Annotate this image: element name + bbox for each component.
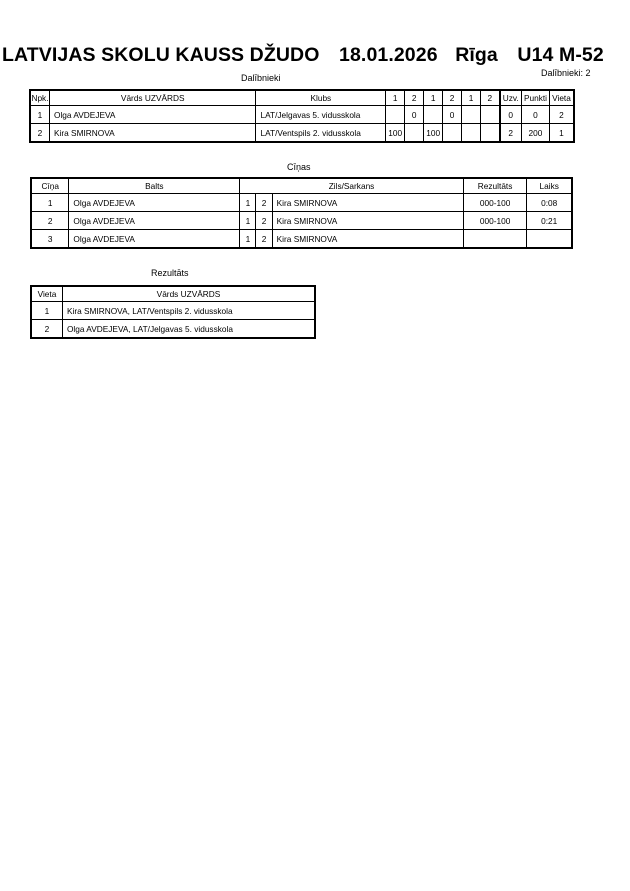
col-place: Vieta — [32, 287, 63, 302]
row-club: LAT/Ventspils 2. vidusskola — [256, 124, 386, 142]
fight-white-num: 1 — [240, 230, 256, 248]
result-place: 1 — [32, 302, 63, 320]
fight-no: 3 — [32, 230, 69, 248]
fight-result: 000-100 — [463, 212, 527, 230]
results-table — [31, 286, 315, 338]
col-blue: Zils/Sarkans — [240, 179, 463, 194]
results-header-row — [32, 287, 315, 302]
fight-white-num: 1 — [240, 212, 256, 230]
row-r1 — [386, 106, 405, 124]
row-name: Olga AVDEJEVA — [49, 106, 255, 124]
col-fight-no: Cīņa — [32, 179, 69, 194]
col-time: Laiks — [527, 179, 572, 194]
fight-time: 0:08 — [527, 194, 572, 212]
participants-count: Dalībnieki: 2 — [541, 68, 591, 78]
fight-no: 1 — [32, 194, 69, 212]
row-name: Kira SMIRNOVA — [49, 124, 255, 142]
col-r6: 2 — [481, 91, 500, 106]
row-r5 — [462, 106, 481, 124]
row-r4 — [443, 124, 462, 142]
col-white: Balts — [69, 179, 240, 194]
fight-blue-num: 2 — [256, 230, 272, 248]
row-r6 — [481, 124, 500, 142]
row-club: LAT/Jelgavas 5. vidusskola — [256, 106, 386, 124]
fight-time — [527, 230, 572, 248]
page-title — [2, 44, 630, 67]
row-r3 — [424, 106, 443, 124]
row-r6 — [481, 106, 500, 124]
fight-blue-num: 2 — [256, 212, 272, 230]
table-row — [32, 230, 572, 248]
row-points: 0 — [521, 106, 549, 124]
result-entry: Olga AVDEJEVA, LAT/Jelgavas 5. vidusskola — [62, 320, 314, 338]
fight-white: Olga AVDEJEVA — [69, 230, 240, 248]
event-name: LATVIJAS SKOLU KAUSS DŽUDO — [2, 44, 320, 66]
col-r3: 1 — [424, 91, 443, 106]
row-points: 200 — [521, 124, 549, 142]
row-wins: 2 — [500, 124, 522, 142]
event-date: 18.01.2026 — [339, 44, 438, 66]
col-points: Punkti — [521, 91, 549, 106]
fight-blue: Kira SMIRNOVA — [272, 212, 463, 230]
col-name: Vārds UZVĀRDS — [49, 91, 255, 106]
col-r5: 1 — [462, 91, 481, 106]
table-row — [32, 302, 315, 320]
row-npk: 1 — [31, 106, 50, 124]
col-entry: Vārds UZVĀRDS — [62, 287, 314, 302]
fight-time: 0:21 — [527, 212, 572, 230]
row-r2: 0 — [405, 106, 424, 124]
fight-result — [463, 230, 527, 248]
table-row — [32, 212, 572, 230]
fight-no: 2 — [32, 212, 69, 230]
col-npk: Npk. — [31, 91, 50, 106]
row-place: 2 — [549, 106, 573, 124]
row-place: 1 — [549, 124, 573, 142]
event-category: U14 M-52 — [517, 44, 604, 66]
fights-table — [31, 178, 572, 248]
result-entry: Kira SMIRNOVA, LAT/Ventspils 2. vidusskola — [62, 302, 314, 320]
col-place: Vieta — [549, 91, 573, 106]
table-row — [31, 124, 574, 142]
table-row — [31, 106, 574, 124]
row-r5 — [462, 124, 481, 142]
col-r1: 1 — [386, 91, 405, 106]
fight-blue-num: 2 — [256, 194, 272, 212]
table-row — [32, 194, 572, 212]
fight-blue: Kira SMIRNOVA — [272, 194, 463, 212]
row-r1: 100 — [386, 124, 405, 142]
fights-heading: Cīņas — [287, 162, 311, 172]
fight-result: 000-100 — [463, 194, 527, 212]
col-wins: Uzv. — [500, 91, 522, 106]
col-r2: 2 — [405, 91, 424, 106]
participants-table — [30, 90, 574, 142]
fight-white: Olga AVDEJEVA — [69, 212, 240, 230]
fight-white: Olga AVDEJEVA — [69, 194, 240, 212]
table-row — [32, 320, 315, 338]
fight-blue: Kira SMIRNOVA — [272, 230, 463, 248]
row-r4: 0 — [443, 106, 462, 124]
row-r3: 100 — [424, 124, 443, 142]
col-result: Rezultāts — [463, 179, 527, 194]
row-wins: 0 — [500, 106, 522, 124]
result-place: 2 — [32, 320, 63, 338]
col-club: Klubs — [256, 91, 386, 106]
participants-heading: Dalībnieki — [241, 73, 281, 83]
row-npk: 2 — [31, 124, 50, 142]
row-r2 — [405, 124, 424, 142]
participants-header-row — [31, 91, 574, 106]
event-city: Rīga — [455, 44, 498, 66]
fight-white-num: 1 — [240, 194, 256, 212]
fights-header-row — [32, 179, 572, 194]
results-heading: Rezultāts — [151, 268, 189, 278]
col-r4: 2 — [443, 91, 462, 106]
